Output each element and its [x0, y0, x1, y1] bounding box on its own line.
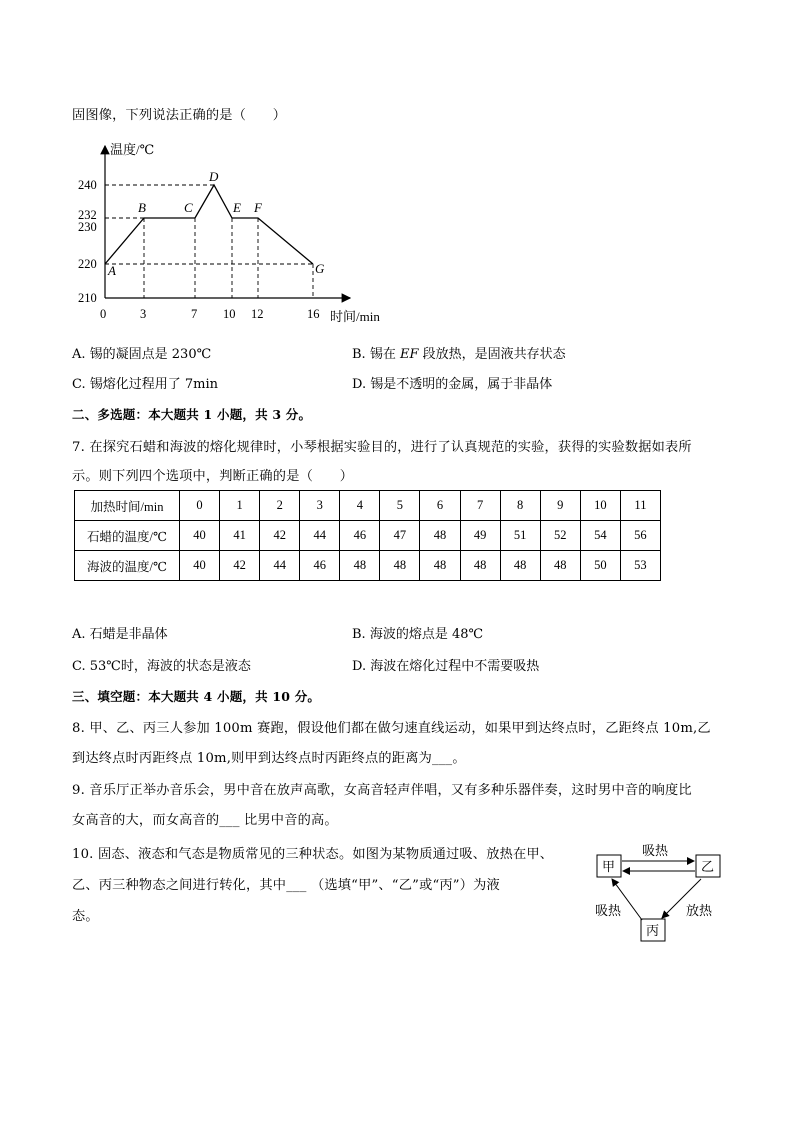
table-cell: 6	[420, 491, 460, 521]
label-top: 吸热	[642, 843, 669, 858]
table-cell: 50	[580, 551, 620, 581]
table-cell: 7	[460, 491, 500, 521]
section-2-heading: 二、多选题：本大题共 1 小题，共 3 分。	[72, 407, 312, 422]
table-row	[75, 491, 661, 521]
table-cell: 44	[300, 521, 340, 551]
q6-option-b-text: B. 锡在	[352, 347, 400, 362]
table-cell: 5	[380, 491, 420, 521]
table-cell: 48	[460, 551, 500, 581]
table-cell: 48	[420, 551, 460, 581]
point-label-c: C	[184, 200, 193, 215]
y-tick: 210	[78, 291, 97, 305]
x-tick: 0	[100, 307, 107, 321]
node-yi: 乙	[701, 859, 715, 874]
table-cell: 54	[580, 521, 620, 551]
q7-data-table	[74, 490, 661, 581]
section-3-heading: 三、填空题：本大题共 4 小题，共 10 分。	[72, 689, 321, 704]
table-cell: 49	[460, 521, 500, 551]
table-row-header: 石蜡的温度/℃	[75, 521, 180, 551]
y-tick: 230	[78, 220, 97, 234]
table-cell: 41	[220, 521, 260, 551]
table-cell: 10	[580, 491, 620, 521]
point-label-b: B	[138, 200, 146, 215]
table-cell: 9	[540, 491, 580, 521]
table-cell: 56	[620, 521, 660, 551]
x-tick: 3	[140, 307, 147, 321]
q6-option-b-text-2: 段放热，是固液共存状态	[418, 347, 566, 362]
table-cell: 48	[420, 521, 460, 551]
q6-option-a: A. 锡的凝固点是 230℃	[72, 347, 212, 362]
q6-stem: 固图像，下列说法正确的是（ ）	[72, 108, 287, 123]
table-cell: 40	[180, 551, 220, 581]
q10-line2: 乙、丙三种物态之间进行转化，其中___ （选填“甲”、“乙”或“丙”）为液	[72, 878, 500, 893]
table-cell: 8	[500, 491, 540, 521]
q7-stem-line2: 示。则下列四个选项中，判断正确的是（ ）	[72, 469, 354, 484]
q6-option-b	[352, 343, 566, 362]
q7-option-c: C. 53℃时，海波的状态是液态	[72, 659, 251, 674]
q10-line1: 10. 固态、液态和气态是物质常见的三种状态。如图为某物质通过吸、放热在甲、	[72, 847, 554, 862]
q6-option-d: D. 锡是不透明的金属，属于非晶体	[352, 377, 553, 392]
y-tick: 240	[78, 178, 97, 192]
q8-line2: 到达终点时丙距终点 10m,则甲到达终点时丙距终点的距离为___。	[72, 751, 466, 766]
table-cell: 48	[380, 551, 420, 581]
x-tick: 12	[251, 307, 264, 321]
point-label-e: E	[233, 200, 241, 215]
q7-option-d: D. 海波在熔化过程中不需要吸热	[352, 659, 540, 674]
node-jia: 甲	[602, 859, 616, 874]
table-cell: 53	[620, 551, 660, 581]
q7-stem-line1: 7. 在探究石蜡和海波的熔化规律时，小琴根据实验目的，进行了认真规范的实验，获得的实验数据如表所	[72, 440, 692, 455]
table-cell: 0	[180, 491, 220, 521]
table-cell: 40	[180, 521, 220, 551]
node-bing: 丙	[646, 923, 660, 938]
table-cell: 3	[300, 491, 340, 521]
table-cell: 4	[340, 491, 380, 521]
y-tick: 220	[78, 257, 97, 271]
q9-line1: 9. 音乐厅正举办音乐会，男中音在放声高歌，女高音轻声伴唱，又有多种乐器伴奏，这时男中音的响度比	[72, 783, 692, 798]
q6-temperature-graph	[70, 140, 400, 330]
table-cell: 51	[500, 521, 540, 551]
table-cell: 42	[260, 521, 300, 551]
table-cell: 47	[380, 521, 420, 551]
label-left: 吸热	[595, 903, 622, 918]
table-cell: 48	[500, 551, 540, 581]
q6-option-b-segment: EF	[399, 347, 419, 362]
table-row	[75, 521, 661, 551]
y-axis-label: 温度/℃	[110, 142, 155, 157]
point-label-g: G	[315, 261, 325, 276]
table-cell: 48	[540, 551, 580, 581]
q6-option-c: C. 锡熔化过程用了 7min	[72, 377, 219, 392]
x-axis-label: 时间/min	[330, 309, 380, 324]
table-cell: 46	[340, 521, 380, 551]
table-cell: 52	[540, 521, 580, 551]
q10-state-diagram	[590, 840, 730, 945]
x-tick: 16	[307, 307, 320, 321]
q10-line3: 态。	[72, 909, 99, 924]
table-cell: 42	[220, 551, 260, 581]
q7-option-b: B. 海波的熔点是 48℃	[352, 627, 484, 642]
table-row-header: 加热时间/min	[75, 491, 180, 521]
table-row	[75, 551, 661, 581]
table-cell: 46	[300, 551, 340, 581]
q9-line2: 女高音的大，而女高音的___ 比男中音的高。	[72, 813, 338, 828]
q7-option-a: A. 石蜡是非晶体	[72, 627, 168, 642]
y-tick: 232	[78, 208, 97, 222]
table-cell: 48	[340, 551, 380, 581]
temperature-curve	[105, 185, 313, 264]
table-cell: 1	[220, 491, 260, 521]
q8-line1: 8. 甲、乙、丙三人参加 100m 赛跑，假设他们都在做匀速直线运动，如果甲到达终点时，乙距终点 10m,乙	[72, 721, 711, 736]
x-tick: 7	[191, 307, 198, 321]
table-cell: 11	[620, 491, 660, 521]
label-right: 放热	[686, 903, 713, 918]
point-label-f: F	[254, 200, 262, 215]
table-cell: 44	[260, 551, 300, 581]
table-cell: 2	[260, 491, 300, 521]
table-row-header: 海波的温度/℃	[75, 551, 180, 581]
point-label-a: A	[108, 263, 116, 278]
point-label-d: D	[209, 169, 219, 184]
x-tick: 10	[223, 307, 236, 321]
